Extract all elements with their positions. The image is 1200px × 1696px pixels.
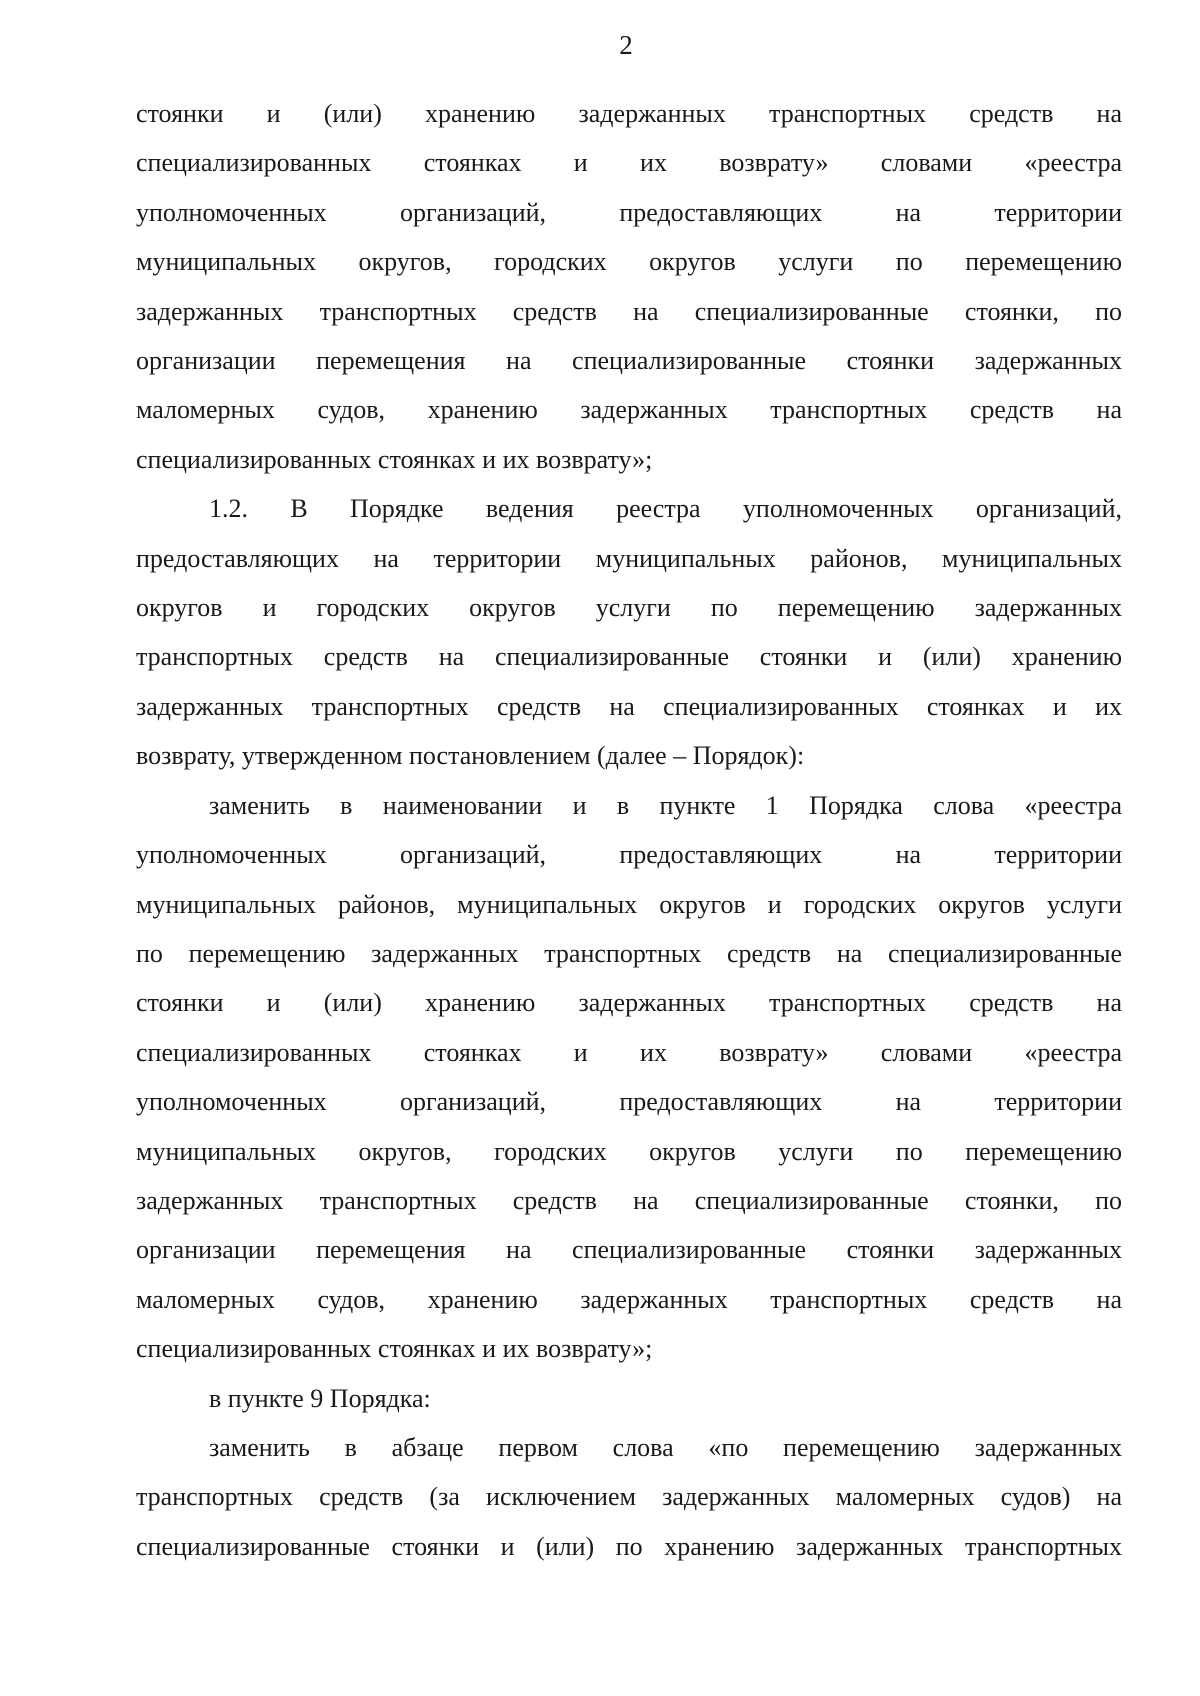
text-line: муниципальных округов, городских округов услуги по перемещению bbox=[136, 1136, 1122, 1166]
text-line: специализированных стоянках и их возврату» словами «реестра bbox=[136, 148, 1122, 178]
text-line: организации перемещения на специализированные стоянки задержанных bbox=[136, 346, 1122, 376]
document-body bbox=[136, 89, 1122, 1571]
text-line: специализированных стоянках и их возврату»; bbox=[136, 444, 653, 474]
text-line: округов и городских округов услуги по перемещению задержанных bbox=[136, 593, 1122, 623]
text-line: по перемещению задержанных транспортных средств на специализированные bbox=[136, 938, 1122, 968]
text-line: уполномоченных организаций, предоставляющих на территории bbox=[136, 1087, 1122, 1117]
paragraph-p1 bbox=[136, 89, 1122, 484]
text-line: стоянки и (или) хранению задержанных транспортных средств на bbox=[136, 988, 1122, 1018]
text-line: в пункте 9 Порядка: bbox=[209, 1383, 431, 1413]
paragraph-p5 bbox=[136, 1423, 1122, 1571]
text-line: возврату, утвержденном постановлением (далее – Порядок): bbox=[136, 741, 805, 771]
text-line: транспортных средств (за исключением задержанных маломерных судов) на bbox=[136, 1482, 1122, 1512]
paragraph-p4 bbox=[136, 1374, 1122, 1423]
text-line: уполномоченных организаций, предоставляющих на территории bbox=[136, 840, 1122, 870]
text-line: муниципальных округов, городских округов услуги по перемещению bbox=[136, 247, 1122, 277]
text-line: организации перемещения на специализированные стоянки задержанных bbox=[136, 1235, 1122, 1265]
text-line: специализированных стоянках и их возврату» словами «реестра bbox=[136, 1037, 1122, 1067]
text-line: 1.2. В Порядке ведения реестра уполномоченных организаций, bbox=[209, 494, 1122, 524]
text-line: задержанных транспортных средств на специализированных стоянках и их bbox=[136, 691, 1122, 721]
text-line: маломерных судов, хранению задержанных транспортных средств на bbox=[136, 395, 1122, 425]
text-line: заменить в абзаце первом слова «по перемещению задержанных bbox=[209, 1432, 1122, 1462]
text-line: муниципальных районов, муниципальных округов и городских округов услуги bbox=[136, 889, 1122, 919]
text-line: уполномоченных организаций, предоставляющих на территории bbox=[136, 197, 1122, 227]
text-line: задержанных транспортных средств на специализированные стоянки, по bbox=[136, 1185, 1122, 1215]
page-number: 2 bbox=[619, 30, 633, 60]
text-line: стоянки и (или) хранению задержанных транспортных средств на bbox=[136, 99, 1122, 128]
paragraph-p2 bbox=[136, 484, 1122, 780]
text-line: транспортных средств на специализированные стоянки и (или) хранению bbox=[136, 642, 1122, 672]
text-line: задержанных транспортных средств на специализированные стоянки, по bbox=[136, 296, 1122, 326]
text-line: специализированных стоянках и их возврату»; bbox=[136, 1334, 653, 1364]
text-line: заменить в наименовании и в пункте 1 Порядка слова «реестра bbox=[209, 790, 1122, 820]
paragraph-p3 bbox=[136, 781, 1122, 1374]
text-line: маломерных судов, хранению задержанных транспортных средств на bbox=[136, 1284, 1122, 1314]
text-line: специализированные стоянки и (или) по хранению задержанных транспортных bbox=[136, 1531, 1122, 1561]
text-line: предоставляющих на территории муниципальных районов, муниципальных bbox=[136, 543, 1122, 573]
